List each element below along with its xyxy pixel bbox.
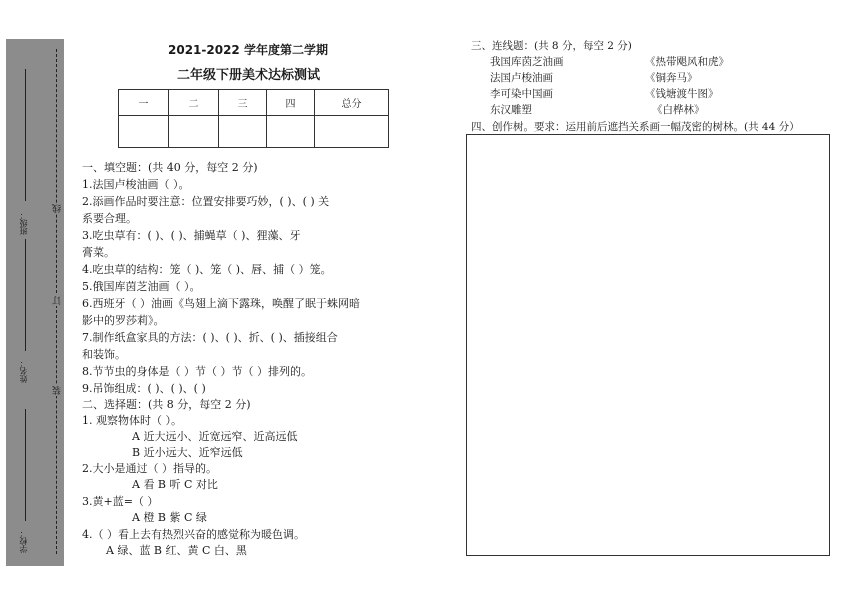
- cut-mark-ding: 订: [53, 296, 63, 305]
- match-left-4[interactable]: 东汉雕塑: [490, 104, 532, 116]
- s2-q4-options: A 绿、蓝 B 红、黄 C 白、黑: [106, 544, 247, 557]
- s1-line-8: 6.西班牙（ ）油画《鸟翅上滴下露珠，唤醒了眠于蛛网暗: [82, 297, 360, 310]
- exam-subject-title: 二年级下册美术达标测试: [177, 68, 321, 83]
- s1-line-9: 影中的罗莎莉》。: [82, 314, 165, 327]
- school-line: [25, 409, 26, 521]
- score-header-4: 四: [267, 90, 315, 116]
- score-table: [118, 89, 389, 148]
- class-label: 班级：: [19, 211, 28, 235]
- s1-line-13: 9.吊饰组成：( )、( )、( ): [82, 382, 206, 395]
- s1-line-5: 膏菜。: [82, 246, 115, 259]
- match-right-3[interactable]: 《钱塘渡牛图》: [645, 88, 719, 100]
- drawing-area[interactable]: [466, 134, 830, 556]
- s2-q3-options: A 橙 B 紫 C 绿: [132, 511, 207, 524]
- s1-line-11: 和装饰。: [82, 348, 126, 361]
- section1-heading: 一、填空题：(共 40 分，每空 2 分): [82, 161, 258, 174]
- score-header-total: 总分: [315, 90, 389, 116]
- cut-mark-xian: 线: [53, 204, 63, 213]
- match-right-1[interactable]: 《热带飓风和虎》: [645, 56, 729, 68]
- s1-line-6: 4.吃虫草的结构：笼（ )、笼（ )、唇、捕（ ）笼。: [82, 263, 332, 276]
- s1-line-1: 1.法国卢梭油画（ ）。: [82, 178, 190, 191]
- s2-q1-option-b: B 近小远大、近窄远低: [132, 446, 243, 459]
- class-line: [25, 69, 26, 201]
- s2-q2: 2.大小是通过（ ）指导的。: [82, 462, 217, 475]
- score-cell-4[interactable]: [267, 116, 315, 148]
- score-cell-total[interactable]: [315, 116, 389, 148]
- s1-line-4: 3.吃虫草有：( )、( )、捕蝇草（ )、狸藻、牙: [82, 229, 301, 242]
- score-header-2: 二: [169, 90, 219, 116]
- section3-heading: 三、连线题：(共 8 分，每空 2 分): [471, 40, 632, 52]
- score-header-3: 三: [219, 90, 267, 116]
- s1-line-10: 7.制作纸盒家具的方法：( )、( )、折、( )、插接组合: [82, 331, 338, 344]
- exam-year-title: 2021-2022 学年度第二学期: [168, 43, 328, 57]
- s2-q1: 1. 观察物体时（ ）。: [82, 414, 182, 427]
- s1-line-7: 5.俄国库茵芝油画（ ）。: [82, 280, 201, 293]
- match-left-1[interactable]: 我国库茵芝油画: [490, 56, 564, 68]
- s2-q4: 4.（ ）看上去有热烈兴奋的感觉称为暖色调。: [82, 528, 305, 541]
- binding-strip: [6, 39, 64, 566]
- section2-heading: 二、选择题：(共 8 分，每空 2 分): [82, 398, 251, 411]
- s1-line-3: 系要合理。: [82, 212, 137, 225]
- s2-q3: 3.黄+蓝=（ ）: [82, 495, 159, 508]
- s2-q2-options: A 看 B 听 C 对比: [132, 478, 218, 491]
- score-header-1: 一: [119, 90, 169, 116]
- match-right-2[interactable]: 《铜奔马》: [645, 72, 698, 84]
- match-left-3[interactable]: 李可染中国画: [490, 88, 553, 100]
- name-label: 姓名：: [19, 359, 28, 383]
- s2-q1-option-a: A 近大远小、近宽远窄、近高远低: [132, 430, 298, 443]
- match-right-4[interactable]: 《白桦林》: [652, 104, 705, 116]
- cut-mark-zhuang: 装: [53, 386, 63, 395]
- score-cell-1[interactable]: [119, 116, 169, 148]
- name-line: [25, 239, 26, 351]
- section4-heading: 四、创作树。要求：运用前后遮挡关系画一幅茂密的树林。(共 44 分）: [471, 121, 800, 133]
- score-cell-3[interactable]: [219, 116, 267, 148]
- match-left-2[interactable]: 法国卢梭油画: [490, 72, 553, 84]
- score-cell-2[interactable]: [169, 116, 219, 148]
- s1-line-2: 2.添画作品时要注意：位置安排要巧妙，( )、( ) 关: [82, 195, 330, 208]
- school-label: 学校：: [19, 529, 28, 553]
- s1-line-12: 8.节节虫的身体是（ ）节（ ）节（ ）排列的。: [82, 365, 312, 378]
